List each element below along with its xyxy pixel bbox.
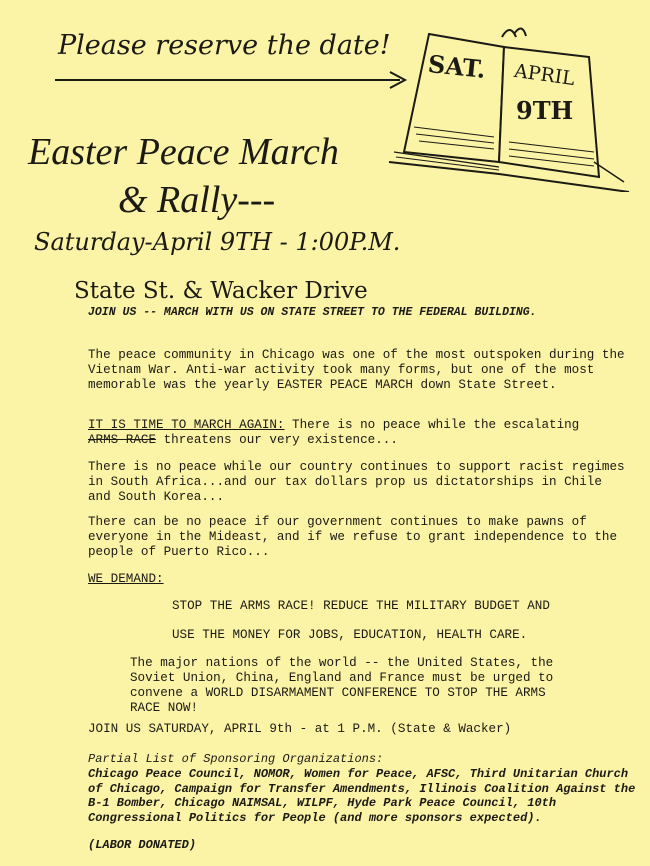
event-title-line2: & Rally--- [118,179,276,221]
paragraph-disarmament: The major nations of the world -- the United States, the Soviet Union, China, England and France must be urged to convene a WORLD DISARMAMENT CONFERENCE TO STOP THE ARMS RACE NOW! [130,656,554,715]
threatens-text: threatens our very existence... [156,433,398,447]
event-title-line1: Easter Peace March [28,131,339,173]
reserve-date-text: Please reserve the date! [58,30,391,61]
sponsors-heading: Partial List of Sponsoring Organizations: [88,752,384,766]
join-us-line: JOIN US SATURDAY, APRIL 9th - at 1 P.M. (State & Wacker) [88,722,512,736]
paragraph-time-to-march [88,418,628,448]
march-again-lead: IT IS TIME TO MARCH AGAIN: [88,418,285,432]
calendar-month-text: APRIL [512,59,577,91]
event-datetime: Saturday-April 9TH - 1:00P.M. [34,228,401,256]
calendar-date-text: 9TH [516,96,574,125]
calendar-day-text: SAT. [426,49,488,84]
event-location: State St. & Wacker Drive [74,278,368,304]
subtitle-join-us: JOIN US -- MARCH WITH US ON STATE STREET TO THE FEDERAL BUILDING. [88,306,537,319]
calendar-illustration [384,12,634,192]
calendar-book-icon [384,12,634,192]
sponsors-list: Chicago Peace Council, NOMOR, Women for Peace, AFSC, Third Unitarian Church of Chicago, Campaign for Transfer Amendments, Illinois Coalition Against the B-1 Bomber, Chicago NAIMSAL, WILPF, Hyde Park Peace Council, 10th Congressional Politics for People (and more sponsors expected). [88,767,636,825]
paragraph-mideast: There can be no peace if our government continues to make pawns of everyone in the Mideast, and if we refuse to grant independence to the people of Puerto Rico... [88,515,618,559]
march-again-text: There is no peace while the escalating [284,418,580,432]
paragraph-south-africa: There is no peace while our country continues to support racist regimes in South Africa...and our tax dollars prop us dictatorships in Chile and South Korea... [88,460,625,504]
demand-line-1: STOP THE ARMS RACE! REDUCE THE MILITARY BUDGET AND [172,599,550,613]
paragraph-history: The peace community in Chicago was one of the most outspoken during the Vietnam War. Anti-war activity took many forms, but one of the most memorable was the yearly EASTER PEACE MARCH down State Street. [88,348,625,392]
demand-heading: WE DEMAND: [88,572,164,586]
arms-race-text: ARMS RACE [88,433,157,447]
labor-donated: (LABOR DONATED) [88,838,197,852]
demand-line-2: USE THE MONEY FOR JOBS, EDUCATION, HEALTH CARE. [172,628,528,642]
